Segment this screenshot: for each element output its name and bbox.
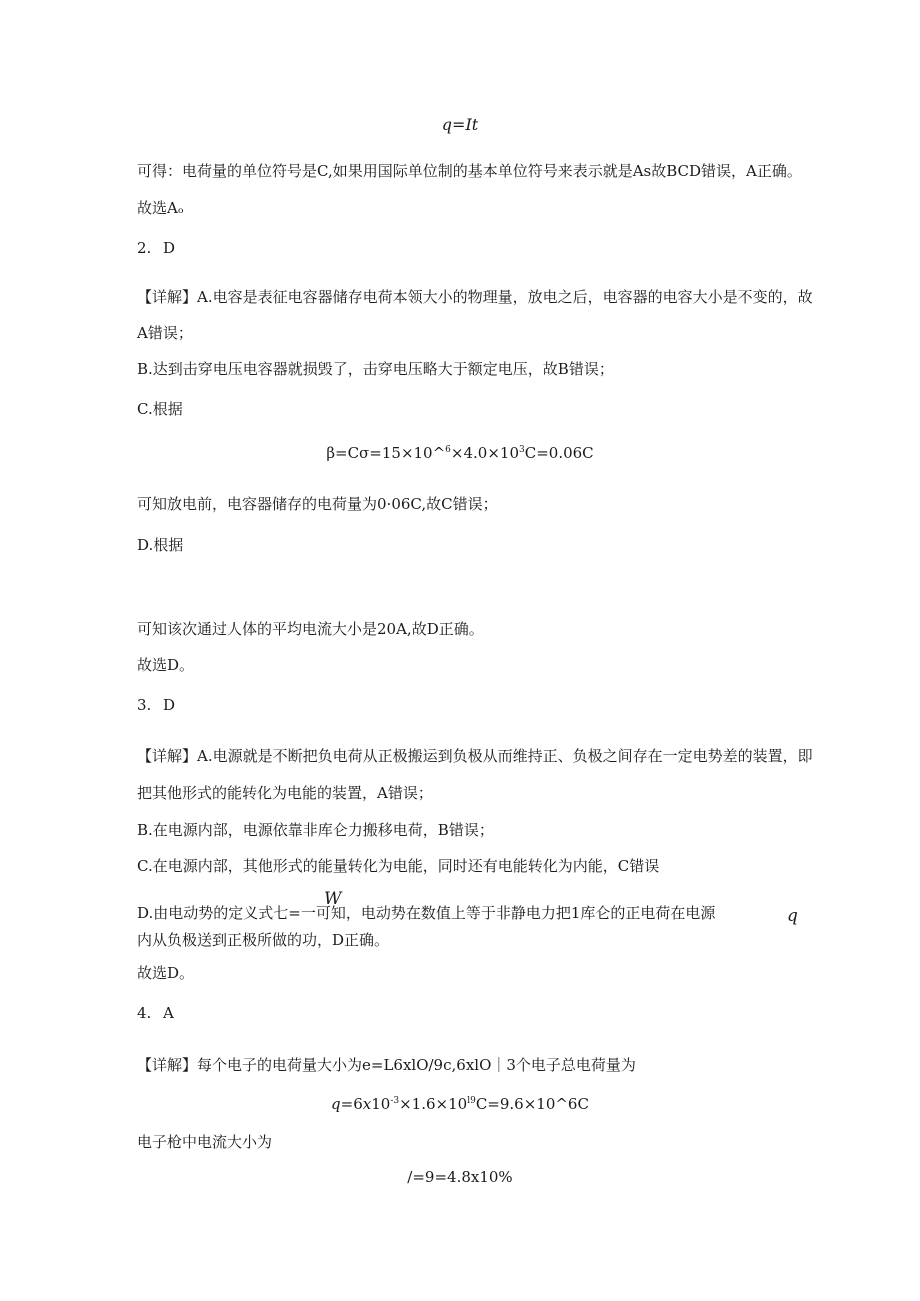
q2-formula-pre: β=Cσ=15×10^ (326, 444, 446, 462)
q4-current-formula: /=9=4.8x10% (407, 1168, 513, 1186)
q2-option-b: B.达到击穿电压电容器就损毁了，击穿电压略大于额定电压，故B错误； (137, 360, 614, 378)
q3-option-b: B.在电源内部，电源依靠非库仑力搬移电荷，B错误； (137, 821, 494, 839)
q4-total-charge-formula (0, 1097, 920, 1112)
q2-answer: D (163, 239, 176, 257)
q4-formula-x: x (362, 1095, 372, 1113)
sol1-conclusion: 可得：电荷量的单位符号是C,如果用国际单位制的基本单位符号来表示就是As故BCD错误，A正确。 (137, 162, 802, 180)
q4-detail-line1: 【详解】每个电子的电荷量大小为e=L6xlO/9c,6xlO｜3个电子总电荷量为 (137, 1056, 636, 1074)
q2-charge-formula (0, 446, 920, 461)
q3-option-d-line2: 内从负极送到正极所做的功，D正确。 (137, 931, 390, 949)
q2-option-d: D.根据 (137, 536, 184, 554)
q2-c-conclusion: 可知放电前，电容器储存的电荷量为0·06C,故C错误； (137, 495, 498, 513)
q2-detail-line1: 【详解】A.电容是表征电容器储存电荷本领大小的物理量，放电之后，电容器的电容大小是不变的，故 (137, 288, 813, 306)
sol1-choice: 故选Aₒ (137, 199, 184, 217)
q3-option-c: C.在电源内部，其他形式的能量转化为电能，同时还有电能转化为内能，C错误 (137, 857, 660, 875)
q4-formula-a: 10 (371, 1095, 391, 1113)
q4-current-intro: 电子枪中电流大小为 (137, 1133, 273, 1151)
q3-choice: 故选D。 (137, 964, 195, 982)
q4-formula-exp2: l9 (467, 1096, 476, 1106)
q3-detail-line1: 【详解】A.电源就是不断把负电荷从正极搬运到负极从而维持正、负极之间存在一定电势差的装置，即 (137, 747, 813, 765)
q3-detail-line2: 把其他形式的能转化为电能的装置，A错误； (137, 784, 433, 802)
q4-answer: A (163, 1004, 174, 1022)
q2-detail-line2: A错误； (137, 324, 193, 342)
q2-formula-exp1: 6 (445, 445, 451, 455)
q3-charge-symbol: q (787, 906, 798, 926)
q2-formula-post: C=0.06C (524, 444, 594, 462)
q3-number: 3. (137, 696, 152, 714)
formula-q-equals-it: q=It (441, 115, 479, 134)
q2-formula-mid: ×4.0×10 (450, 444, 519, 462)
q3-answer: D (163, 696, 176, 714)
q3-option-d: D.由电动势的定义式七=一可知，电动势在数值上等于非静电力把1库仑的正电荷在电源 (137, 904, 716, 922)
q4-formula-pre: =6 (340, 1095, 363, 1113)
q3-work-symbol: W (324, 889, 342, 909)
q4-number: 4. (137, 1004, 152, 1022)
q4-formula-post: C=9.6×10^6C (475, 1095, 589, 1113)
q2-number: 2. (137, 239, 152, 257)
q4-formula-exp1: -3 (390, 1096, 400, 1106)
q2-option-c: C.根据 (137, 400, 183, 418)
q2-choice: 故选D。 (137, 656, 195, 674)
q4-formula-b: ×1.6×10 (399, 1095, 468, 1113)
q4-formula-q: q (331, 1095, 341, 1113)
q2-d-conclusion: 可知该次通过人体的平均电流大小是20A,故D正确。 (137, 620, 484, 638)
q2-formula-exp2: 3 (519, 445, 525, 455)
